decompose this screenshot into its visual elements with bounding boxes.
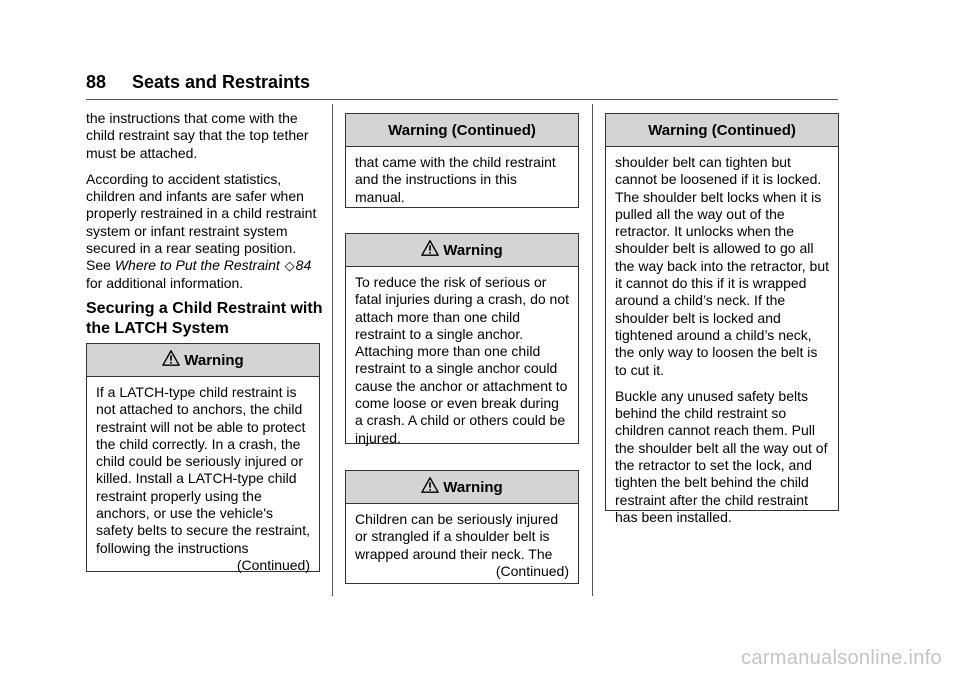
warning-title: Warning (184, 351, 244, 369)
page-reference-icon: ◇ (284, 258, 295, 274)
warning-box-body (87, 377, 319, 580)
paragraph-statistics: According to accident statistics, children and infants are safer when properly restrained in a child restraint system or infant restraint system secured in a rear seating position. See Where to Put the Restraint ◇84 for additional information. (86, 170, 317, 291)
warning-box-header (606, 114, 838, 147)
page-header (86, 72, 838, 98)
warning-text-unused-belts: Buckle any unused safety belts behind the child restraint so children cannot reach them. Pull the shoulder belt all the way out of the retractor to set the lock, and tighten the belt behind the child restraint after the child restraint has been installed. (615, 387, 828, 525)
warning-text: Children can be seriously injured or strangled if a shoulder belt is wrapped around their neck. The (355, 511, 559, 562)
warning-text-locked-belt: shoulder belt can tighten but cannot be loosened if it is locked. The shoulder belt locks when it is pulled all the way out of the retractor. It unlocks when the shoulder belt is allowed to go all the way back into the retractor, but it cannot do this if it is wrapped around a child’s neck. If the shoulder belt is locked and tightened around a child’s neck, the only way to loosen the belt is to cut it. (615, 154, 830, 378)
cross-reference-page[interactable]: 84 (295, 257, 312, 274)
watermark: carmanualsonline.info (741, 647, 942, 669)
continued-label: (Continued) (495, 562, 569, 579)
warning-box-header (346, 114, 578, 147)
column-divider-left (332, 104, 333, 596)
chapter-title: Seats and Restraints (132, 72, 311, 92)
section-heading (86, 299, 326, 339)
column-1-text (86, 110, 324, 301)
warning-triangle-icon (421, 476, 439, 494)
header-rule (86, 99, 838, 100)
warning-box-continued-col3 (605, 113, 839, 525)
cross-reference-link[interactable]: Where to Put the Restraint (114, 257, 280, 274)
column-divider-right (592, 104, 593, 596)
warning-text: that came with the child restraint and the instructions in this manual. (355, 154, 556, 205)
warning-box-body (346, 147, 578, 212)
warning-box-header (346, 471, 578, 504)
paragraph-tether: the instructions that come with the child restraint say that the top tether must be attached. (86, 110, 309, 161)
warning-triangle-icon (162, 349, 180, 367)
warning-title: Warning (Continued) (388, 121, 536, 139)
warning-box-single-anchor (345, 233, 579, 444)
warning-box-strangle (345, 470, 579, 584)
warning-title: Warning (443, 241, 503, 259)
warning-title: Warning (Continued) (648, 121, 796, 139)
warning-box-body (346, 504, 578, 586)
warning-box-header (87, 344, 319, 377)
warning-box-body (606, 147, 838, 532)
section-heading-line-1: Securing a Child Restraint with (86, 300, 323, 317)
warning-title: Warning (443, 478, 503, 496)
warning-text: If a LATCH-type child restraint is not attached to anchors, the child restraint will not be able to protect the child correctly. In a crash, the child could be seriously injured or killed. Install a LATCH-type child restraint properly using the anchors, or use the vehicle's safety belts to secure the restraint, following the instructions (96, 384, 310, 556)
continued-label: (Continued) (236, 556, 310, 573)
warning-box-latch (86, 343, 320, 572)
warning-box-body (346, 267, 578, 453)
page-number: 88 (86, 72, 107, 92)
warning-box-header (346, 234, 578, 267)
warning-triangle-icon (421, 239, 439, 257)
warning-text: To reduce the risk of serious or fatal injuries during a crash, do not attach more than one child restraint to a single anchor. Attaching more than one child restraint to a single anchor could cause the anchor or attachment to come loose or even break during a crash. A child or others could be injured. (355, 274, 570, 446)
warning-box-continued-col2 (345, 113, 579, 208)
section-heading-line-2: the LATCH System (86, 320, 229, 337)
